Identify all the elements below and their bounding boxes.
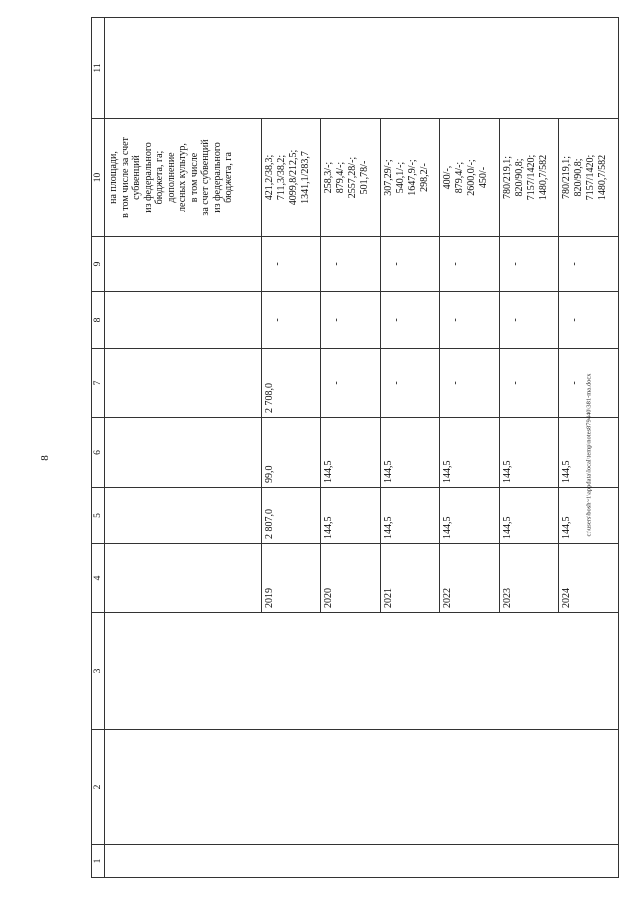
header-line: лесных культур, xyxy=(177,143,189,212)
area-value: 1480,7/582 xyxy=(597,154,609,201)
dash-cell: - xyxy=(499,292,558,349)
column-number: 9 xyxy=(92,237,105,292)
dash-cell: - xyxy=(380,237,439,292)
area-value: 879,4/-; xyxy=(454,161,466,194)
header-line: на площади, xyxy=(108,151,120,204)
area-values-cell xyxy=(380,119,439,237)
area-value: 501,78/- xyxy=(359,160,371,195)
column-number: 6 xyxy=(92,418,105,488)
page-number: 8 xyxy=(39,455,51,461)
area-values-cell xyxy=(499,119,558,237)
value-cell: 2 807,0 xyxy=(261,488,320,544)
area-value: 1341,1/283,7 xyxy=(299,151,311,204)
column-number: 10 xyxy=(92,119,105,237)
header-cell-6 xyxy=(105,418,262,488)
data-table xyxy=(91,17,619,878)
year-cell: 2019 xyxy=(261,544,320,613)
area-value: 7157/1420; xyxy=(585,154,597,201)
value-cell: 144,5 xyxy=(499,488,558,544)
dash-cell: - xyxy=(440,292,499,349)
header-cell-9 xyxy=(105,237,262,292)
header-line: из федерального xyxy=(211,142,223,213)
area-value: 1480,7/582 xyxy=(537,154,549,201)
column-number: 11 xyxy=(92,18,105,119)
header-line: за счет субвенций xyxy=(200,139,212,216)
area-value: 1647,9/-; xyxy=(406,159,418,196)
area-value: 879,4/-; xyxy=(335,161,347,194)
rotated-table-wrapper xyxy=(91,18,619,878)
merged-col-1 xyxy=(105,845,619,878)
area-value: 780/219,1; xyxy=(501,155,513,200)
header-line: бюджета, га; xyxy=(154,150,166,205)
header-row xyxy=(105,18,262,878)
dash-cell: - xyxy=(559,237,619,292)
area-values-cell xyxy=(321,119,380,237)
header-cell-4 xyxy=(105,544,262,613)
dash-cell: - xyxy=(261,292,320,349)
dash-cell: - xyxy=(440,237,499,292)
value-cell: 144,5 xyxy=(440,418,499,488)
dash-cell: - xyxy=(499,349,558,418)
year-cell: 2024 xyxy=(559,544,619,613)
area-value: 780/219,1; xyxy=(561,155,573,200)
area-value: 711,3/38,2; xyxy=(275,154,287,201)
header-line: бюджета, га xyxy=(223,152,235,203)
area-value: 820/90,8; xyxy=(573,158,585,197)
dash-cell: - xyxy=(321,237,380,292)
header-line: дополнение xyxy=(165,152,177,203)
area-value: 2557,28/-; xyxy=(347,156,359,199)
area-values-cell xyxy=(440,119,499,237)
header-line: из федерального xyxy=(142,142,154,213)
header-cell-7 xyxy=(105,349,262,418)
header-cell-10 xyxy=(105,119,262,237)
value-cell: 144,5 xyxy=(499,418,558,488)
column-number: 1 xyxy=(92,845,105,878)
header-line: субвенций xyxy=(131,155,143,200)
area-value: 4099,8/212,5; xyxy=(287,149,299,206)
value-cell: 144,5 xyxy=(559,488,619,544)
area-values-cell xyxy=(559,119,619,237)
header-line: в том числе xyxy=(188,152,200,203)
column-number: 8 xyxy=(92,292,105,349)
year-cell: 2022 xyxy=(440,544,499,613)
value-cell: 144,5 xyxy=(380,418,439,488)
dash-cell: - xyxy=(499,237,558,292)
value-cell: 144,5 xyxy=(559,418,619,488)
column-number: 3 xyxy=(92,613,105,730)
footer-file-path: c:\users\bosh~1\appdata\local\temp\notes879440\381-ma.docx xyxy=(585,373,593,537)
value-cell: 144,5 xyxy=(380,488,439,544)
area-value: 820/90,8; xyxy=(513,158,525,197)
merged-col-3 xyxy=(105,613,619,730)
dash-cell: - xyxy=(440,349,499,418)
value-cell: 144,5 xyxy=(321,418,380,488)
value-cell: 144,5 xyxy=(440,488,499,544)
dash-cell: - xyxy=(321,292,380,349)
dash-cell: - xyxy=(380,349,439,418)
year-cell: 2021 xyxy=(380,544,439,613)
area-value: 7157/1420; xyxy=(525,154,537,201)
column-number: 7 xyxy=(92,349,105,418)
column-number: 4 xyxy=(92,544,105,613)
area-values-cell xyxy=(261,119,320,237)
area-value: 258,3/-; xyxy=(323,161,335,194)
year-cell: 2020 xyxy=(321,544,380,613)
merged-col-11 xyxy=(105,18,619,119)
column-number: 5 xyxy=(92,488,105,544)
table-frame xyxy=(91,18,619,878)
area-value: 450/- xyxy=(478,166,490,189)
area-value: 540,1/-; xyxy=(394,161,406,194)
value-cell: 99,0 xyxy=(261,418,320,488)
dash-cell: - xyxy=(559,292,619,349)
dash-cell: - xyxy=(380,292,439,349)
header-cell-8 xyxy=(105,292,262,349)
area-value: 421,2/38,3; xyxy=(263,154,275,201)
area-value: 298,2/- xyxy=(418,163,430,192)
dash-cell: - xyxy=(321,349,380,418)
dash-cell: - xyxy=(559,349,619,418)
header-line: в том числе за счет xyxy=(119,137,131,218)
area-value: 400/-, xyxy=(442,165,454,190)
dash-cell: - xyxy=(261,237,320,292)
header-cell-5 xyxy=(105,488,262,544)
merged-col-2 xyxy=(105,730,619,845)
column-number: 2 xyxy=(92,730,105,845)
value-cell: 144,5 xyxy=(321,488,380,544)
column-number-row xyxy=(92,18,105,878)
area-value: 2600,0/-; xyxy=(466,159,478,196)
year-cell: 2023 xyxy=(499,544,558,613)
area-value: 307,29/-; xyxy=(382,159,394,196)
value-cell: 2 708,0 xyxy=(261,349,320,418)
